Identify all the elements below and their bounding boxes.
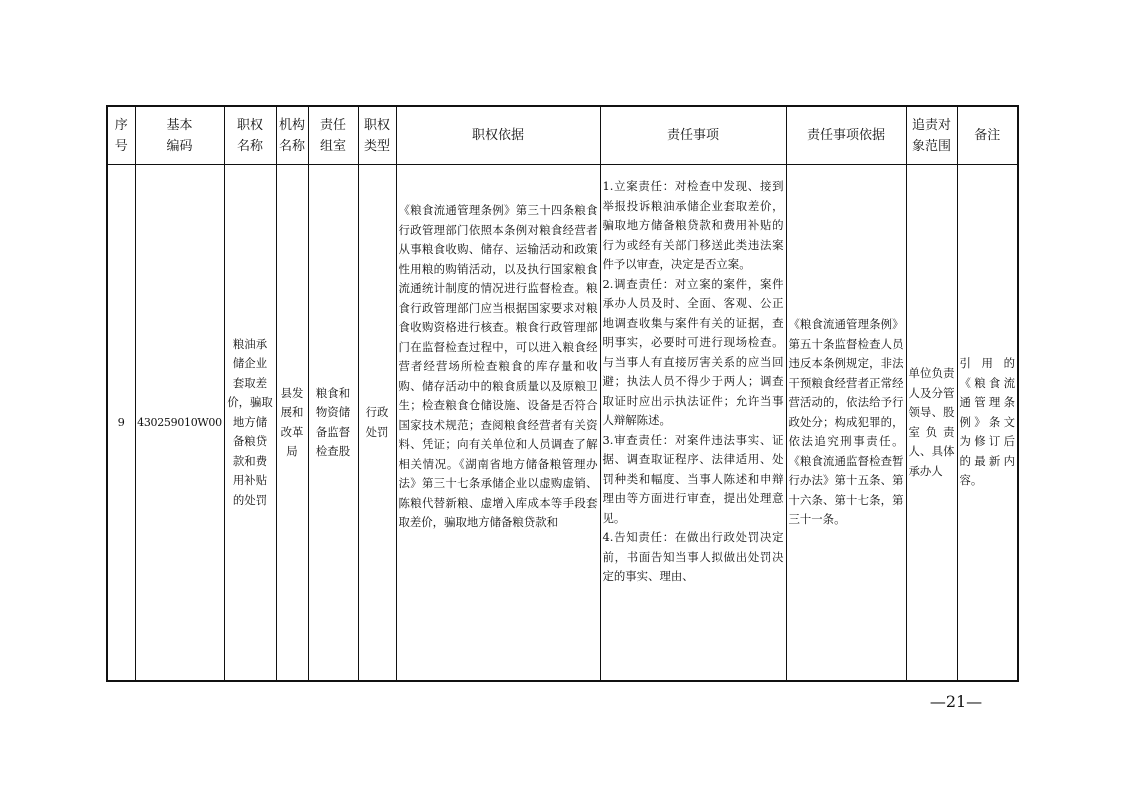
cell-power-type: 行政 处罚 (358, 165, 396, 682)
cell-office: 粮食和 物资储 备监督 检查股 (308, 165, 358, 682)
cell-org-name: 县发 展和 改革 局 (276, 165, 308, 682)
table-row (107, 165, 1018, 682)
header-org-name: 机构 名称 (276, 106, 308, 165)
cell-duties: 1.立案责任：对检查中发现、接到举报投诉粮油承储企业套取差价，骗取地方储备粮贷款和费用补贴的行为或经有关部门移送此类违法案件予以审查，决定是否立案。 2.调查责任：对立案的案件，案件承办人员及时、全面、客观、公正地调查收集与案件有关的证据，查明事实，必要时可进行现场检查。与当事人有直接厉害关系的应当回避；执法人员不得少于两人；调查取证时应出示执法证件；允许当事人辩解陈述。 3.审查责任：对案件违法事实、证据、调查取证程序、法律适用、处罚种类和幅度、当事人陈述和申辩理由等方面进行审查，提出处理意见。 4.告知责任：在做出行政处罚决定前，书面告知当事人拟做出处罚决定的事实、理由、 (600, 165, 786, 682)
header-seq: 序 号 (107, 106, 135, 165)
header-basis: 职权依据 (396, 106, 600, 165)
header-row (107, 106, 1018, 165)
responsibility-table (106, 105, 1019, 682)
page-number: —21— (929, 692, 983, 711)
cell-basis: 《粮食流通管理条例》第三十四条粮食行政管理部门依照本条例对粮食经营者从事粮食收购、储存、运输活动和政策性用粮的购销活动，以及执行国家粮食流通统计制度的情况进行监督检查。粮食行政管理部门应当根据国家要求对粮食收购资格进行核查。粮食行政管理部门在监督检查过程中，可以进入粮食经营者经营场所检查粮食的库存量和收购、储存活动中的粮食质量以及原粮卫生；检查粮食仓储设施、设备是否符合国家技术规范；查阅粮食经营者有关资料、凭证；向有关单位和人员调查了解相关情况。《湖南省地方储备粮管理办法》第三十七条承储企业以虚购虚销、陈粮代替新粮、虚增入库成本等手段套取差价，骗取地方储备粮贷款和 (396, 165, 600, 682)
cell-code: 430259010W00 (135, 165, 224, 682)
cell-power-name: 粮油承 储企业 套取差 价，骗取 地方储 备粮贷 款和费 用补贴 的处罚 (224, 165, 276, 682)
header-code: 基本 编码 (135, 106, 224, 165)
header-office: 责任 组室 (308, 106, 358, 165)
cell-duty-basis: 《粮食流通管理条例》第五十条监督检查人员违反本条例规定，非法干预粮食经营者正常经营活动的，依法给予行政处分；构成犯罪的，依法追究刑事责任。《粮食流通监督检查暂行办法》第十五条、第十六条、第十七条，第三十一条。 (786, 165, 906, 682)
header-accountability: 追责对 象范围 (906, 106, 957, 165)
cell-remarks: 引用的《粮食流通管理条例》条文为修订后的最新内容。 (957, 165, 1018, 682)
cell-seq: 9 (107, 165, 135, 682)
header-remarks: 备注 (957, 106, 1018, 165)
header-power-type: 职权 类型 (358, 106, 396, 165)
header-power-name: 职权 名称 (224, 106, 276, 165)
header-duty-basis: 责任事项依据 (786, 106, 906, 165)
header-duties: 责任事项 (600, 106, 786, 165)
cell-accountability: 单位负责人及分管领导、股室负责人、具体承办人 (906, 165, 957, 682)
